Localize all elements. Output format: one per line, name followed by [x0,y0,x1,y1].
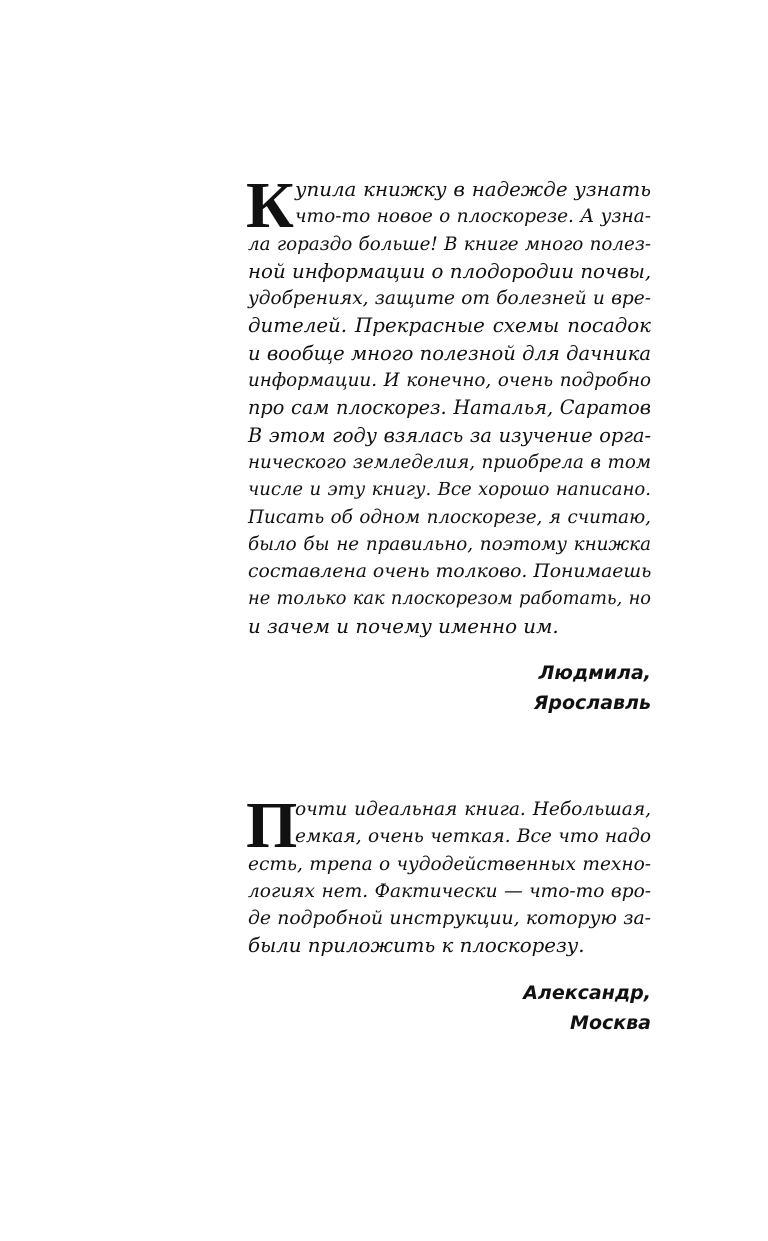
review-1-line: упила книжку в надежде узнать [295,178,651,201]
review-1-line: ной информации о плодородии почвы, [248,259,652,283]
review-2 [246,789,651,1038]
review-2-line: логиях нет. Фактически — что-то вро- [248,880,651,902]
review-1-author: Людмила, [538,662,651,685]
review-2-city: Москва [570,1011,651,1034]
review-1-line: не только как плоскорезом работать, но [248,588,651,610]
review-1-line: и зачем и почему именно им. [248,614,559,638]
review-1-line: нического земледелия, приобрела в том [248,451,651,473]
review-1-dropcap: К [246,169,294,242]
review-1-signature [248,658,651,718]
review-2-text [246,789,651,960]
review-1-line: было бы не правильно, поэтому книжка [248,533,651,555]
review-1-line: удобрениях, защите от болезней и вре- [248,288,651,310]
review-1-line: что-то новое о плоскорезе. А узна- [295,206,651,228]
review-1-line: и вообще много полезной для дачника [248,341,651,365]
review-1-line: составлена очень толково. Понимаешь [248,561,652,583]
review-2-signature [248,978,651,1038]
review-2-dropcap: П [246,789,298,862]
review-1-city: Ярославль [533,692,651,715]
review-2-line: очти идеальная книга. Небольшая, [295,799,651,820]
review-1-line: про сам плоскорез. Наталья, Саратов [248,396,651,420]
review-1-line: Писать об одном плоскорезе, я считаю, [248,506,651,528]
review-2-line: были приложить к плоскорезу. [248,934,585,958]
review-1-line: В этом году взялась за изучение орга- [248,423,651,447]
review-1-text [246,169,652,640]
review-2-line: де подробной инструкции, которую за- [248,908,651,930]
review-1-line: ла гораздо больше! В книге много полез- [248,233,651,255]
review-2-line: емкая, очень четкая. Все что надо [295,826,651,848]
review-1 [246,169,652,718]
review-1-line: информации. И конечно, очень подробно [248,370,651,392]
review-1-line: числе и эту книгу. Все хорошо написано. [248,479,651,501]
review-1-line: дителей. Прекрасные схемы посадок [248,314,651,338]
review-2-line: есть, трепа о чудодейственных техно- [248,853,651,875]
review-2-author: Александр, [523,981,651,1004]
